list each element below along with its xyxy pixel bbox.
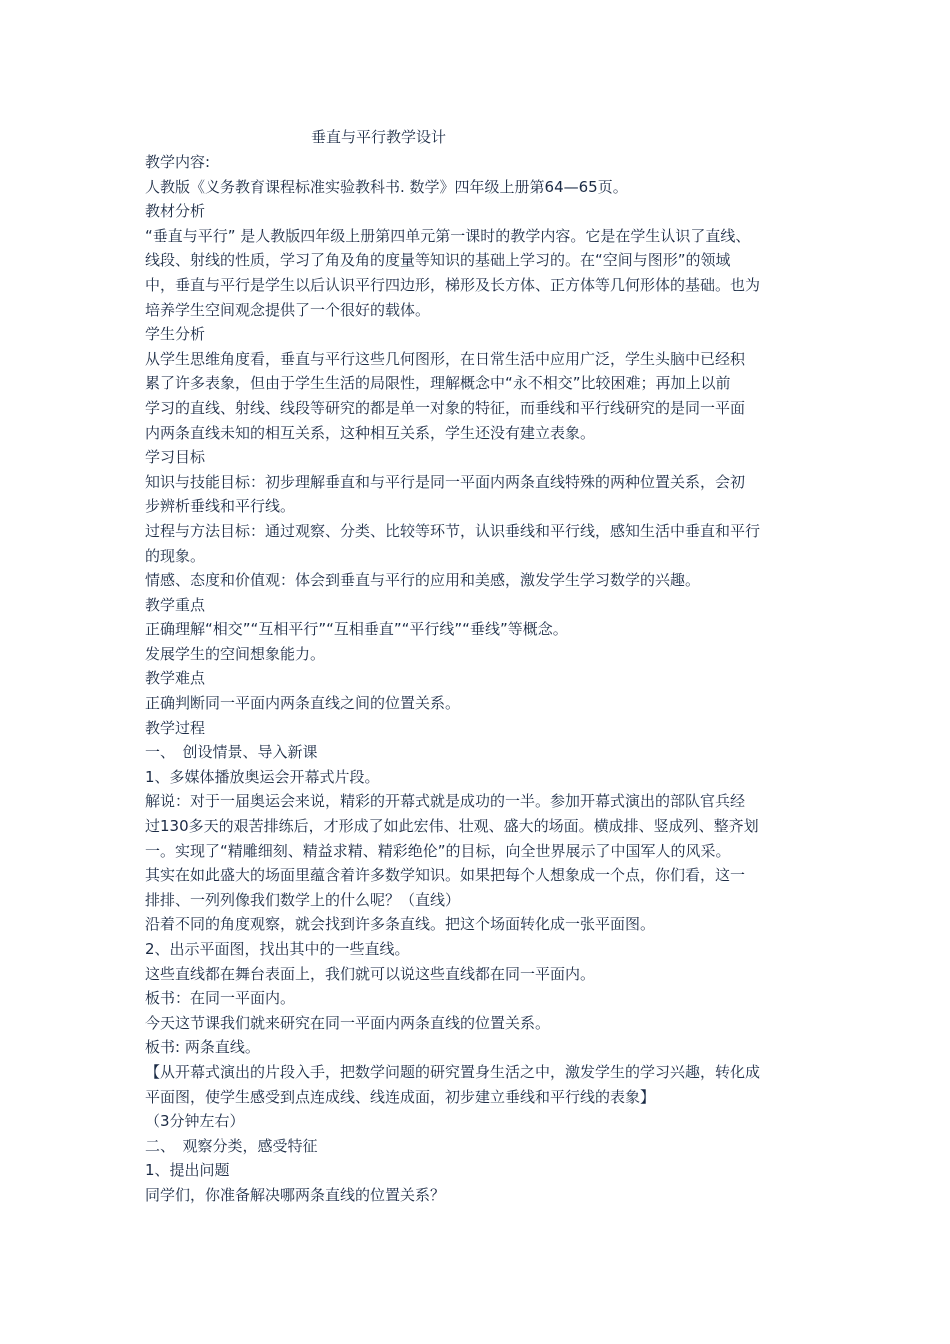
text-line: 培养学生空间观念提供了一个很好的载体。 bbox=[145, 300, 431, 319]
text-line: 过130多天的艰苦排练后，才形成了如此宏伟、壮观、盛大的场面。横成排、竖成列、整齐划 bbox=[145, 817, 759, 836]
text-line: 板书: 两条直线。 bbox=[145, 1038, 260, 1057]
heading-learning-goals: 学习目标 bbox=[145, 448, 206, 467]
document-lines bbox=[145, 150, 815, 1208]
text-line: 学习的直线、射线、线段等研究的都是单一对象的特征，而垂线和平行线研究的是同一平面 bbox=[145, 398, 746, 417]
text-line: 累了许多表象，但由于学生生活的局限性，理解概念中“永不相交”比较困难；再加上以前 bbox=[145, 374, 731, 393]
text-line: 今天这节课我们就来研究在同一平面内两条直线的位置关系。 bbox=[145, 1013, 551, 1032]
section-heading: 一、 创设情景、导入新课 bbox=[145, 743, 318, 762]
annotation-line: 【从开幕式演出的片段入手，把数学问题的研究置身生活之中，激发学生的学习兴趣，转化成 bbox=[145, 1062, 761, 1081]
text-line: 正确理解“相交”“互相平行”“互相垂直”“平行线”“垂线”等概念。 bbox=[145, 620, 568, 639]
text-line: 正确判断同一平面内两条直线之间的位置关系。 bbox=[145, 694, 461, 713]
heading-teaching-content: 教学内容: bbox=[145, 153, 211, 171]
text-line: 这些直线都在舞台表面上，我们就可以说这些直线都在同一平面内。 bbox=[145, 964, 596, 983]
text-line: 一。实现了“精雕细刻、精益求精、精彩绝伦”的目标，向全世界展示了中国军人的风采。 bbox=[145, 841, 731, 860]
text-line: 知识与技能目标：初步理解垂直和与平行是同一平面内两条直线特殊的两种位置关系，会初 bbox=[145, 472, 746, 491]
text-line: 内两条直线未知的相互关系，这种相互关系，学生还没有建立表象。 bbox=[145, 423, 596, 442]
text-line: 步辨析垂线和平行线。 bbox=[145, 497, 296, 516]
text-line: 解说：对于一届奥运会来说，精彩的开幕式就是成功的一半。参加开幕式演出的部队官兵经 bbox=[145, 792, 746, 811]
text-line: 线段、射线的性质，学习了角及角的度量等知识的基础上学习的。在“空间与图形”的领域 bbox=[145, 251, 731, 270]
heading-key-points: 教学重点 bbox=[145, 595, 206, 614]
time-note: （3分钟左右） bbox=[145, 1112, 245, 1131]
document-body bbox=[145, 124, 815, 1208]
text-line: 从学生思维角度看，垂直与平行这些几何图形，在日常生活中应用广泛，学生头脑中已经积 bbox=[145, 349, 746, 368]
text-line: 过程与方法目标：通过观察、分类、比较等环节，认识垂线和平行线，感知生活中垂直和平行 bbox=[145, 521, 761, 540]
heading-teaching-process: 教学过程 bbox=[145, 718, 206, 737]
text-line: 同学们，你准备解决哪两条直线的位置关系？ bbox=[145, 1185, 446, 1204]
text-line: 情感、态度和价值观：体会到垂直与平行的应用和美感，激发学生学习数学的兴趣。 bbox=[145, 571, 701, 590]
text-line: 发展学生的空间想象能力。 bbox=[145, 644, 326, 663]
heading-student-analysis: 学生分析 bbox=[145, 325, 206, 344]
heading-material-analysis: 教材分析 bbox=[145, 202, 206, 221]
text-line: 排排、一列列像我们数学上的什么呢？（直线） bbox=[145, 890, 461, 909]
heading-difficulties: 教学难点 bbox=[145, 669, 206, 688]
text-line: 2、出示平面图，找出其中的一些直线。 bbox=[145, 940, 410, 958]
text-line: 其实在如此盛大的场面里蕴含着许多数学知识。如果把每个人想象成一个点，你们看，这一 bbox=[145, 866, 746, 885]
document-title: 垂直与平行教学设计 bbox=[311, 128, 447, 146]
text-line: 的现象。 bbox=[145, 546, 206, 565]
section-heading: 二、 观察分类，感受特征 bbox=[145, 1136, 318, 1155]
annotation-line: 平面图，使学生感受到点连成线、线连成面，初步建立垂线和平行线的表象】 bbox=[145, 1087, 656, 1106]
text-line: 沿着不同的角度观察，就会找到许多条直线。把这个场面转化成一张平面图。 bbox=[145, 915, 656, 934]
text-line: 1、多媒体播放奥运会开幕式片段。 bbox=[145, 767, 380, 786]
text-line: 中，垂直与平行是学生以后认识平行四边形，梯形及长方体、正方体等几何形体的基础。也为 bbox=[145, 275, 761, 294]
text-line: “垂直与平行” 是人教版四年级上册第四单元第一课时的教学内容。它是在学生认识了直线、 bbox=[145, 226, 751, 245]
text-line: 人教版《义务教育课程标准实验教科书. 数学》四年级上册第64—65页。 bbox=[145, 177, 628, 196]
text-line: 板书：在同一平面内。 bbox=[145, 989, 296, 1008]
text-line: 1、提出问题 bbox=[145, 1161, 230, 1180]
